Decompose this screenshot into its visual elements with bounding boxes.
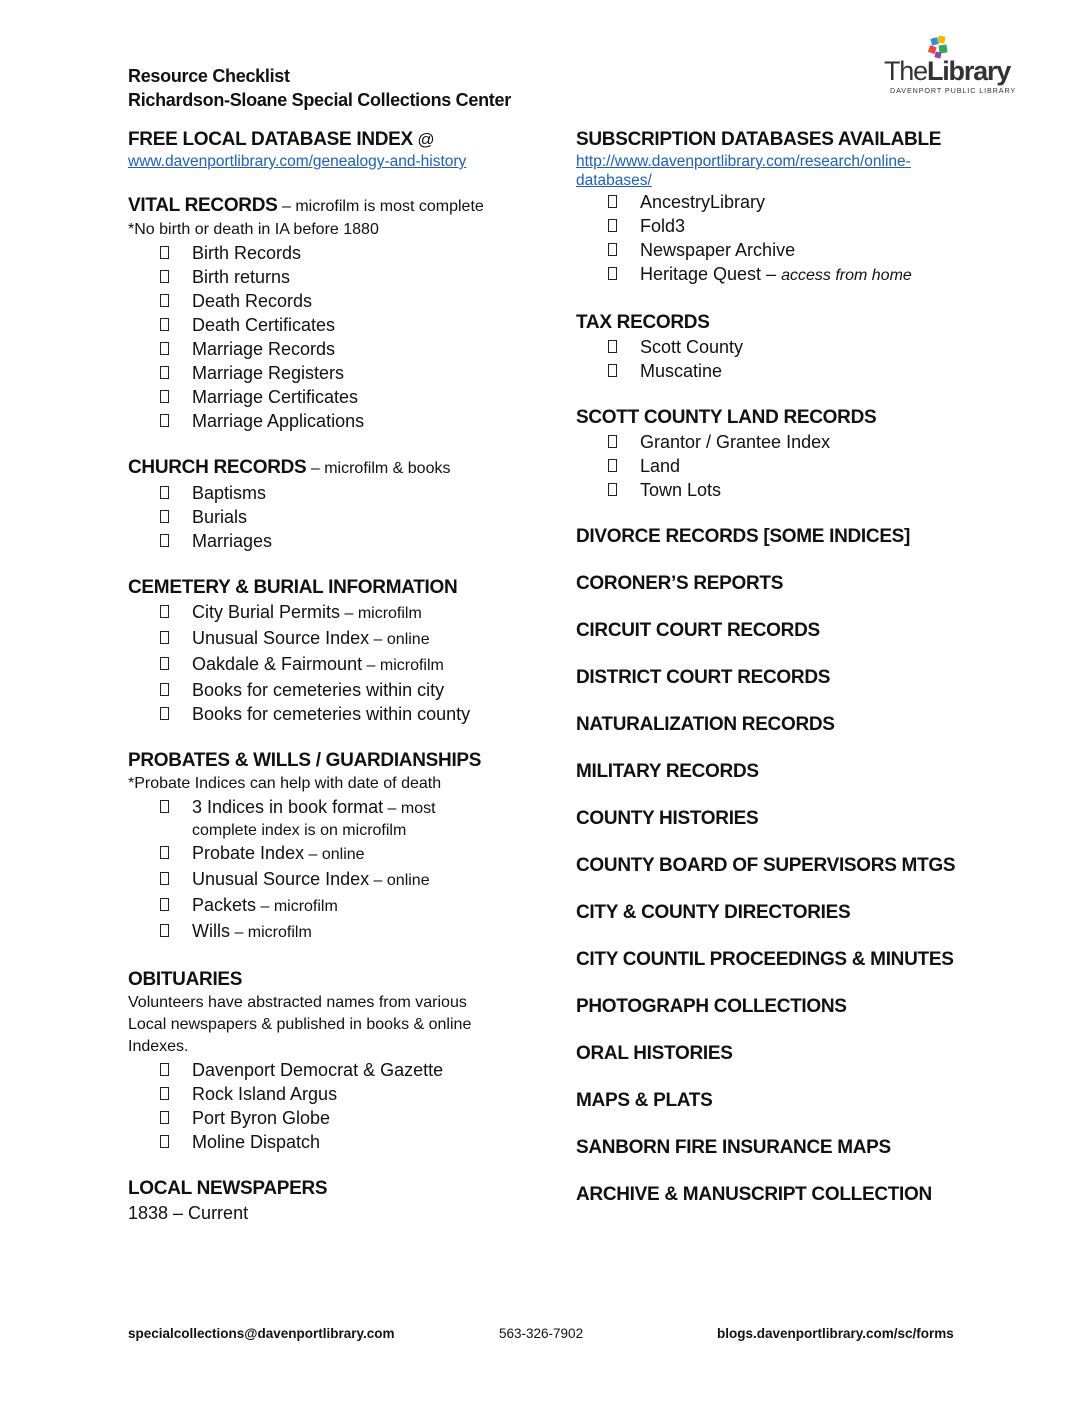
list-item: Newspaper Archive: [608, 238, 996, 262]
list-item: Birth returns: [160, 265, 548, 289]
checkbox-icon[interactable]: [608, 435, 617, 448]
page-title: Resource Checklist: [128, 66, 290, 86]
checklist: [128, 241, 548, 433]
list-item: Marriage Registers: [160, 361, 548, 385]
list-item: Probate Index – online: [160, 841, 548, 867]
checkbox-icon[interactable]: [160, 1087, 169, 1100]
document-header: [128, 64, 511, 112]
footer-phone: 563-326-7902: [499, 1326, 584, 1341]
checkbox-icon[interactable]: [160, 898, 169, 911]
tax-records-section: [576, 311, 996, 383]
list-item: Marriages: [160, 529, 548, 553]
section-heading: SCOTT COUNTY LAND RECORDS: [576, 407, 877, 428]
checkbox-icon[interactable]: [160, 924, 169, 937]
section-heading: COUNTY HISTORIES: [576, 808, 759, 829]
section-heading: VITAL RECORDS: [128, 195, 278, 216]
checkbox-icon[interactable]: [160, 683, 169, 696]
vital-records-section: VITAL RECORDS – microfilm is most complete *No birth or death in IA before 1880 Birth Records Birth returns Death Records Death Certificates Marriage Records Marriage Registers Marriage Certificates Marriage Applications: [128, 194, 548, 433]
section-note: *No birth or death in IA before 1880: [128, 221, 379, 238]
section-heading: OBITUARIES: [128, 969, 243, 990]
checklist: [128, 600, 548, 726]
checkbox-icon[interactable]: [160, 270, 169, 283]
checkbox-icon[interactable]: [608, 340, 617, 353]
checkbox-icon[interactable]: [160, 390, 169, 403]
checkbox-icon[interactable]: [160, 246, 169, 259]
section-heading: PHOTOGRAPH COLLECTIONS: [576, 996, 847, 1017]
checkbox-icon[interactable]: [160, 318, 169, 331]
section-heading: CORONER’S REPORTS: [576, 573, 784, 594]
section-heading: LOCAL NEWSPAPERS: [128, 1178, 328, 1199]
list-item: Marriage Applications: [160, 409, 548, 433]
checklist: [128, 481, 548, 553]
list-item: Death Certificates: [160, 313, 548, 337]
checkbox-icon[interactable]: [160, 631, 169, 644]
checkbox-icon[interactable]: [160, 366, 169, 379]
section-heading: COUNTY BOARD OF SUPERVISORS MTGS: [576, 855, 956, 876]
section-heading: DISTRICT COURT RECORDS: [576, 667, 831, 688]
list-item: Birth Records: [160, 241, 548, 265]
church-records-section: CHURCH RECORDS – microfilm & books Baptisms Burials Marriages: [128, 456, 548, 553]
checkbox-icon[interactable]: [160, 486, 169, 499]
right-column: [576, 128, 996, 1230]
checklist: [128, 795, 548, 945]
section-heading: CHURCH RECORDS: [128, 457, 307, 478]
section-heading: PROBATES & WILLS / GUARDIANSHIPS: [128, 750, 482, 771]
section-note: *Probate Indices can help with date of death: [128, 775, 442, 792]
section-heading: ARCHIVE & MANUSCRIPT COLLECTION: [576, 1184, 932, 1205]
list-item: Port Byron Globe: [160, 1106, 548, 1130]
checkbox-icon[interactable]: [608, 364, 617, 377]
footer-email[interactable]: specialcollections@davenportlibrary.com: [128, 1326, 395, 1341]
logo-subtitle: DAVENPORT PUBLIC LIBRARY: [890, 86, 1017, 95]
cemetery-section: [128, 576, 548, 726]
list-item: Land: [608, 454, 996, 478]
list-item: Grantor / Grantee Index: [608, 430, 996, 454]
checklist: [128, 1058, 548, 1154]
list-item: City Burial Permits – microfilm: [160, 600, 548, 626]
online-databases-link[interactable]: http://www.davenportlibrary.com/research/online- databases/: [576, 153, 911, 189]
checkbox-icon[interactable]: [160, 657, 169, 670]
section-heading: NATURALIZATION RECORDS: [576, 714, 835, 735]
list-item: Marriage Records: [160, 337, 548, 361]
probates-section: [128, 749, 548, 945]
genealogy-link[interactable]: www.davenportlibrary.com/genealogy-and-history: [128, 153, 467, 170]
section-heading: MILITARY RECORDS: [576, 761, 759, 782]
section-heading: CIRCUIT COURT RECORDS: [576, 620, 820, 641]
subscription-section: [576, 128, 996, 288]
checklist: [576, 335, 996, 383]
checkbox-icon[interactable]: [160, 707, 169, 720]
newspapers-section: [128, 1177, 548, 1225]
list-item: 3 Indices in book format – most complete index is on microfilm: [160, 795, 548, 841]
section-heading: TAX RECORDS: [576, 312, 710, 333]
list-item: Heritage Quest – access from home: [608, 262, 996, 288]
section-note: Indexes.: [128, 1038, 189, 1055]
list-item: Books for cemeteries within county: [160, 702, 548, 726]
checkbox-icon[interactable]: [160, 605, 169, 618]
list-item: Marriage Certificates: [160, 385, 548, 409]
list-item: Unusual Source Index – online: [160, 626, 548, 652]
list-item: Death Records: [160, 289, 548, 313]
page-subtitle: Richardson-Sloane Special Collections Center: [128, 90, 511, 110]
footer-blog-link[interactable]: blogs.davenportlibrary.com/sc/forms: [717, 1326, 954, 1341]
section-heading: SANBORN FIRE INSURANCE MAPS: [576, 1137, 891, 1158]
checkbox-icon[interactable]: [608, 483, 617, 496]
checkbox-icon[interactable]: [160, 800, 169, 813]
checkbox-icon[interactable]: [160, 534, 169, 547]
checklist: [576, 190, 996, 288]
checklist: [576, 430, 996, 502]
list-item: Scott County: [608, 335, 996, 359]
section-heading: SUBSCRIPTION DATABASES AVAILABLE: [576, 129, 942, 150]
section-note: Local newspapers & published in books & online: [128, 1016, 472, 1033]
checkbox-icon[interactable]: [160, 1063, 169, 1076]
list-item: Davenport Democrat & Gazette: [160, 1058, 548, 1082]
checkbox-icon[interactable]: [160, 342, 169, 355]
left-column: [128, 128, 548, 1248]
checkbox-icon[interactable]: [160, 846, 169, 859]
section-note: Volunteers have abstracted names from various: [128, 994, 467, 1011]
checkbox-icon[interactable]: [160, 1111, 169, 1124]
list-item: Fold3: [608, 214, 996, 238]
checkbox-icon[interactable]: [160, 510, 169, 523]
section-heading: CITY & COUNTY DIRECTORIES: [576, 902, 851, 923]
list-item: Oakdale & Fairmount – microfilm: [160, 652, 548, 678]
list-item: Muscatine: [608, 359, 996, 383]
list-item: Rock Island Argus: [160, 1082, 548, 1106]
section-heading: CITY COUNTIL PROCEEDINGS & MINUTES: [576, 949, 954, 970]
list-item: AncestryLibrary: [608, 190, 996, 214]
section-heading: FREE LOCAL DATABASE INDEX: [128, 129, 413, 150]
list-item: Town Lots: [608, 478, 996, 502]
checkbox-icon[interactable]: [160, 1135, 169, 1148]
checkbox-icon[interactable]: [160, 294, 169, 307]
checkbox-icon[interactable]: [608, 243, 617, 256]
checkbox-icon[interactable]: [608, 195, 617, 208]
list-item: Wills – microfilm: [160, 919, 548, 945]
section-heading: DIVORCE RECORDS [SOME INDICES]: [576, 526, 911, 547]
free-database-section: FREE LOCAL DATABASE INDEX @ www.davenportlibrary.com/genealogy-and-history: [128, 128, 548, 171]
library-logo: [880, 36, 1016, 98]
list-item: Books for cemeteries within city: [160, 678, 548, 702]
checkbox-icon[interactable]: [608, 459, 617, 472]
section-text: 1838 – Current: [128, 1203, 249, 1223]
list-item: Moline Dispatch: [160, 1130, 548, 1154]
list-item: Packets – microfilm: [160, 893, 548, 919]
obituaries-section: [128, 968, 548, 1154]
checkbox-icon[interactable]: [608, 219, 617, 232]
land-records-section: [576, 406, 996, 502]
checkbox-icon[interactable]: [160, 872, 169, 885]
section-heading: MAPS & PLATS: [576, 1090, 713, 1111]
checkbox-icon[interactable]: [608, 267, 617, 280]
list-item: Baptisms: [160, 481, 548, 505]
list-item: Burials: [160, 505, 548, 529]
section-heading: ORAL HISTORIES: [576, 1043, 733, 1064]
checkbox-icon[interactable]: [160, 414, 169, 427]
logo-wordmark: TheLibrary: [884, 56, 1011, 86]
section-heading: CEMETERY & BURIAL INFORMATION: [128, 577, 458, 598]
list-item: Unusual Source Index – online: [160, 867, 548, 893]
